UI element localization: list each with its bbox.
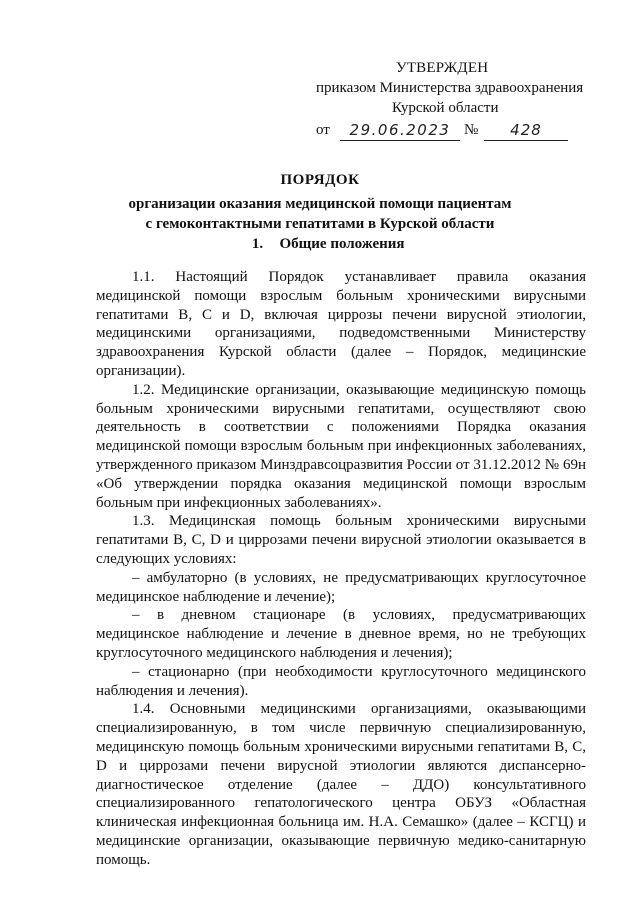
from-label: от — [316, 122, 330, 138]
list-item-day-hospital: – в дневном стационаре (в условиях, предусматривающих медицинское наблюдение и лечение в дневное время, но не требующих круглосуточного медицинского наблюдения и лечения); — [96, 607, 586, 661]
document-title — [0, 170, 640, 234]
number-label: № — [464, 122, 479, 138]
handwritten-date: 29.06.2023 — [340, 120, 460, 141]
approval-block — [306, 58, 596, 142]
paragraph-1-2: 1.2. Медицинские организации, оказывающие медицинскую помощь больным хроническими вирусными гепатитами, осуществляют свою деятельность в соответствии с положениями Порядка оказания медицинской помощи взрослым больным при инфекционных заболеваниях, утвержденного приказом Минздравсоцразвития России от 31.12.2012 № 69н «Об утверждении порядка оказания медицинской помощи взрослым больным при инфекционных заболеваниях». — [96, 381, 586, 511]
section-title: Общие положения — [279, 236, 405, 252]
paragraph-1-4: 1.4. Основными медицинскими организациями, оказывающими специализированную, в том числе первичную специализированную, медицинскую помощь больным хроническими вирусными гепатитами B, C, D и циррозами печени вирусной этиологии являются диспансерно-диагностическое отделение (далее – ДДО) консультативного специализированного гепатологического центра ОБУЗ «Областная клиническая инфекционная больница им. Н.А. Семашко» (далее – КСГЦ) и медицинские организации, оказывающие первичную медико-санитарную помощь. — [96, 701, 586, 868]
approval-region-line: Курской области — [392, 100, 499, 116]
approval-title: УТВЕРЖДЕН — [396, 60, 489, 76]
section-heading — [0, 236, 640, 253]
list-item-inpatient: – стационарно (при необходимости круглосуточного медицинского наблюдения и лечения). — [96, 663, 586, 699]
paragraph-1-1: 1.1. Настоящий Порядок устанавливает правила оказания медицинской помощи взрослым больным хроническими вирусными гепатитами B, C и D, включая циррозы печени вирусной этиологии, медицинскими организациями, подведомственными Министерству здравоохранения Курской области (далее – Порядок, медицинские организации). — [96, 269, 586, 379]
title-line-2: организации оказания медицинской помощи пациентам — [128, 196, 512, 212]
section-number: 1. — [251, 236, 264, 252]
paragraph-1-3: 1.3. Медицинская помощь больным хроническими вирусными гепатитами B, C, D и циррозами печени вирусной этиологии оказывается в следующих условиях: — [96, 513, 586, 567]
document-body — [96, 268, 586, 870]
approval-order-line: приказом Министерства здравоохранения — [316, 80, 584, 96]
title-line-1: ПОРЯДОК — [280, 172, 360, 188]
approval-date-number-line — [306, 120, 596, 142]
handwritten-number: 428 — [484, 120, 568, 141]
title-line-3: с гемоконтактными гепатитами в Курской области — [145, 216, 495, 232]
list-item-outpatient: – амбулаторно (в условиях, не предусматривающих круглосуточное медицинское наблюдение и лечение); — [96, 569, 586, 605]
